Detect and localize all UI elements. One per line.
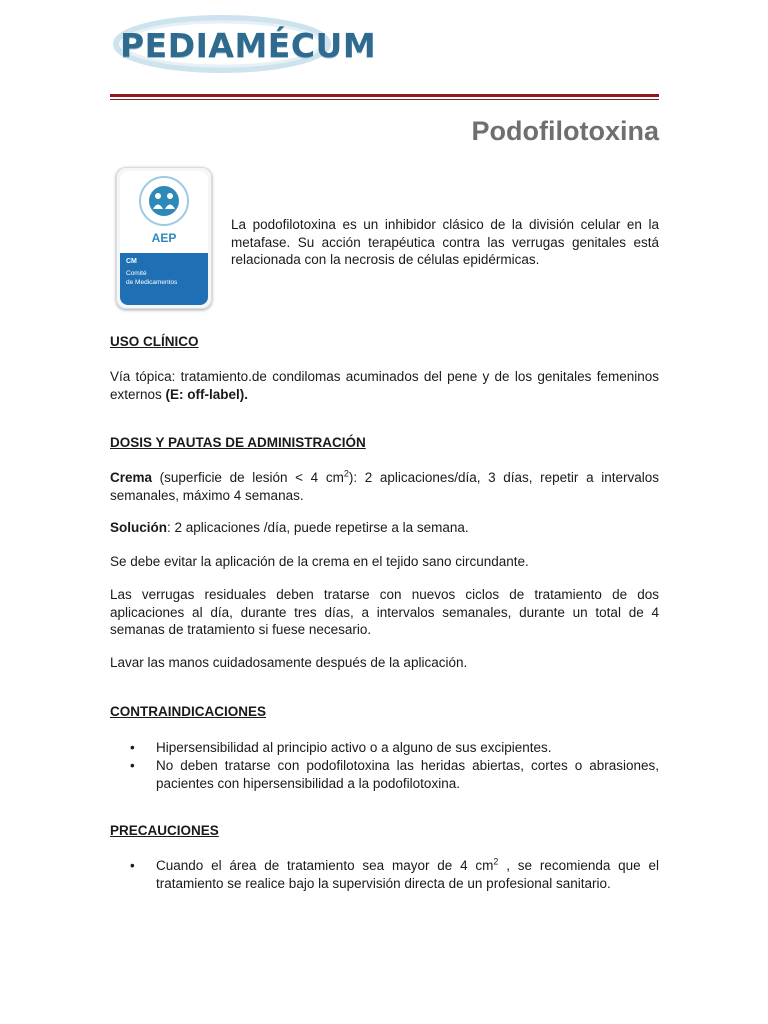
heading-contraindicaciones: CONTRAINDICACIONES	[110, 704, 267, 719]
heading-uso-clinico: USO CLÍNICO	[110, 334, 199, 349]
pediamecum-logo	[112, 8, 377, 74]
page-title: Podofilotoxina	[471, 116, 659, 146]
header-rule	[110, 94, 659, 97]
list-item-text	[156, 857, 659, 892]
dosis-paragraph-4: Las verrugas residuales deben tratarse con nuevos ciclos de tratamiento de dos aplicaciones al día, durante tres días, a intervalos semanales, durante un total de 4 semanas de tratamiento si fuese necesario.	[110, 587, 659, 637]
aep-line-1: Comité	[126, 270, 147, 277]
heading-dosis: DOSIS Y PAUTAS DE ADMINISTRACIÓN	[110, 435, 366, 450]
aep-cm: CM	[126, 258, 137, 265]
uso-clinico-paragraph	[110, 368, 659, 403]
precaucion-text-a: Cuando el área de tratamiento sea mayor de 4 cm	[156, 858, 494, 873]
aep-badge	[116, 167, 212, 309]
list-item-text: No deben tratarse con podofilotoxina las heridas abiertas, cortes o abrasiones, pacientes con hipersensibilidad a la podofilotoxina.	[156, 758, 659, 791]
bullet-icon: •	[130, 858, 135, 873]
crema-text-b: ): 2 aplicaciones/día, 3 días, repetir a intervalos semanales, máximo 4 semanas.	[110, 470, 659, 503]
aep-emblem-icon	[120, 171, 208, 231]
list-item-text: Hipersensibilidad al principio activo o a alguno de sus excipientes.	[156, 740, 552, 755]
crema-label: Crema	[110, 470, 153, 485]
aep-acronym: AEP	[151, 231, 177, 245]
aep-badge-bottom	[120, 253, 208, 305]
dosis-crema-paragraph	[110, 469, 659, 504]
dosis-solucion-paragraph	[110, 519, 659, 537]
crema-text-a: (superficie de lesión < 4 cm	[152, 470, 344, 485]
precaucion-text-b: , se recomienda que el tratamiento se realice bajo la supervisión directa de un profesional sanitario.	[156, 858, 659, 891]
dosis-paragraph-5: Lavar las manos cuidadosamente después de la aplicación.	[110, 655, 468, 670]
dosis-paragraph-3: Se debe evitar la aplicación de la crema en el tejido sano circundante.	[110, 554, 529, 569]
uso-clinico-text: Vía tópica: tratamiento.de condilomas acuminados del pene y de los genitales femeninos externos	[110, 369, 659, 402]
precaucion-sup: 2	[493, 856, 499, 867]
solucion-label: Solución	[110, 520, 167, 535]
heading-precauciones: PRECAUCIONES	[110, 823, 219, 838]
solucion-text: : 2 aplicaciones /día, puede repetirse a la semana.	[167, 520, 469, 535]
header-rule-thin	[110, 99, 659, 100]
intro-paragraph: La podofilotoxina es un inhibidor clásico de la división celular en la metafase. Su acción terapéutica contra las verrugas genitales está relacionada con la necrosis de células epidérmicas.	[231, 217, 659, 267]
bullet-icon: •	[130, 758, 135, 773]
list-item	[130, 857, 659, 892]
uso-clinico-offlabel: (E: off-label).	[165, 386, 249, 402]
logo-text: PEDIAMÉCUM	[120, 26, 377, 65]
list-item	[130, 739, 659, 757]
list-item	[130, 757, 659, 792]
aep-badge-top	[120, 171, 208, 253]
bullet-icon: •	[130, 740, 135, 755]
aep-line-2: de Medicamentos	[126, 279, 178, 286]
crema-sup: 2	[343, 468, 349, 479]
